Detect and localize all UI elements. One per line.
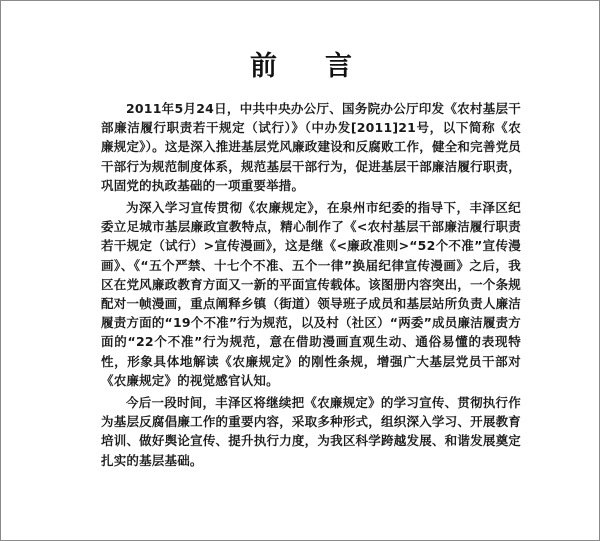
paragraph-3: 今后一段时间，丰泽区将继续把《农廉规定》的学习宣传、贯彻执行作为基层反腐倡廉工作的重要内容，采取多种形式，组织深入学习、开展教育培训、做好舆论宣传、提升执行力度，为我区科学跨越发展、和谐发展奠定扎实的基层基础。 [101, 395, 521, 468]
document-body [101, 99, 521, 473]
paragraph-1: 2011年5月24日，中共中央办公厅、国务院办公厅印发《农村基层干部廉洁履行职责若干规定（试行）》（中办发[2011]21号，以下简称《农廉规定》）。这是深入推进基层党风廉政建设和反腐败工作，健全和完善党员干部行为规范制度体系，规范基层干部行为，促进基层干部廉洁履行职责，巩固党的执政基础的一项重要举措。 [101, 101, 521, 193]
paragraph-2: 为深入学习宣传贯彻《农廉规定》，在泉州市纪委的指导下，丰泽区纪委立足城市基层廉政宣教特点，精心制作了《<农村基层干部廉洁履行职责若干规定（试行）>宣传漫画》，这是继《<廉政准则>“52个不准”宣传漫画》、《“五个严禁、十七个不准、五个一律”换届纪律宣传漫画》之后，我区在党风廉政教育方面又一新的平面宣传载体。该图册内容突出，一个条规配对一帧漫画，重点阐释乡镇（街道）领导班子成员和基层站所负责人廉洁履责方面的“19个不准”行为规范，以及村（社区）“两委”成员廉洁履责方面的“22个不准”行为规范，意在借助漫画直观生动、通俗易懂的表现特性，形象具体地解读《农廉规定》的刚性条规，增强广大基层党员干部对《农廉规定》的视觉感官认知。 [101, 200, 521, 388]
page-title: 前言 [250, 51, 400, 82]
